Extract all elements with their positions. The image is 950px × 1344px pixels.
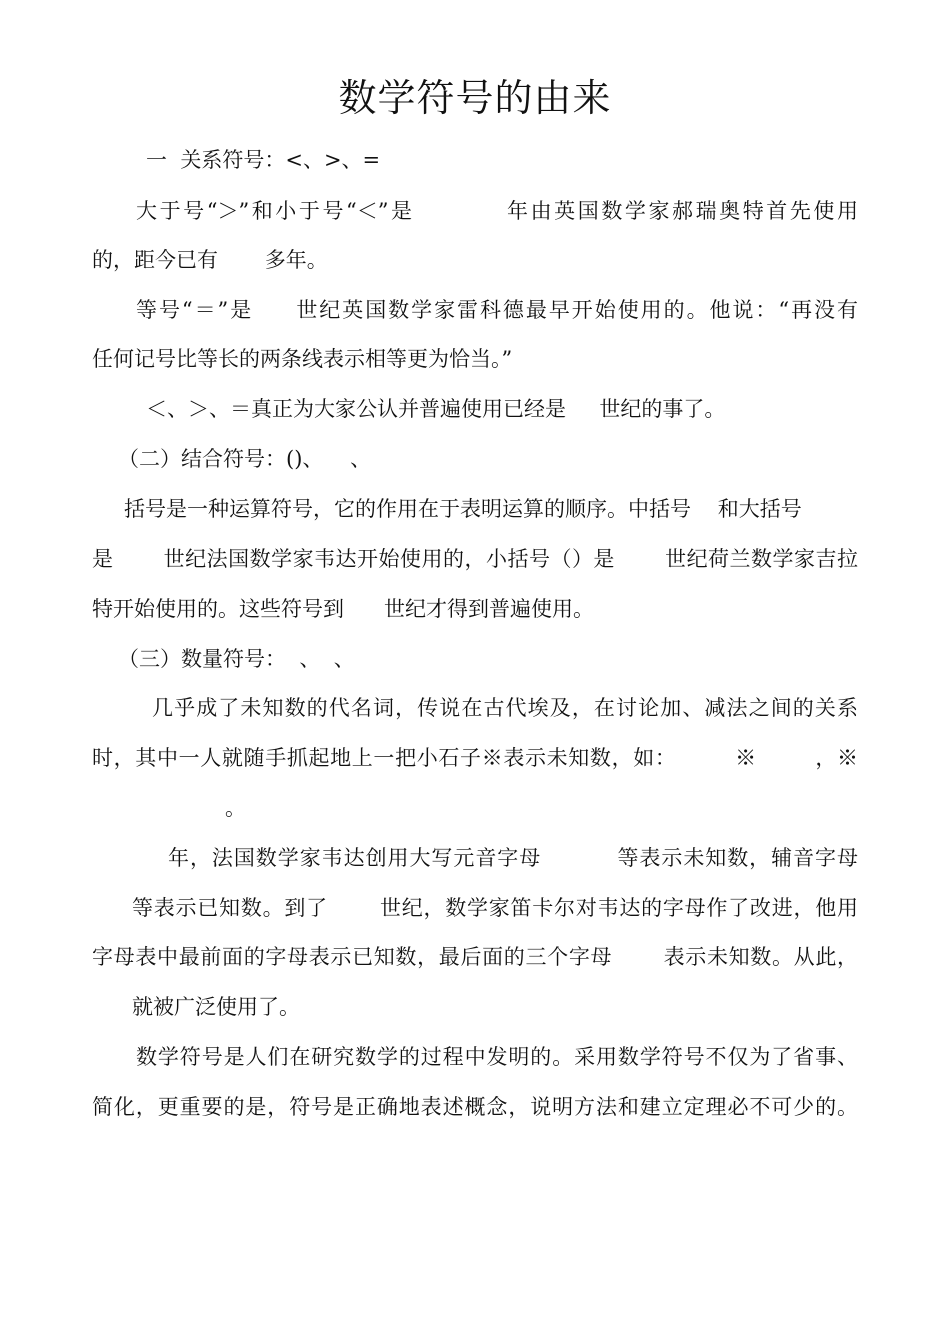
section-heading-grouping-symbols: （二）结合符号：()、 、: [118, 447, 372, 471]
paragraph-line: 的，距今已有 多年。: [92, 248, 328, 272]
paragraph-line: 字母表中最前面的字母表示已知数，最后面的三个字母 表示未知数。从此，: [92, 945, 858, 969]
section-heading-relation-symbols: 一 关系符号：<、>、=: [146, 148, 381, 172]
paragraph-line: 等号“＝”是 世纪英国数学家雷科德最早开始使用的。他说：“再没有: [136, 298, 858, 322]
paragraph-line: 任何记号比等长的两条线表示相等更为恰当。”: [92, 347, 513, 371]
paragraph-line: 就被广泛使用了。: [132, 995, 300, 1019]
paragraph-line: 时，其中一人就随手抓起地上一把小石子※表示未知数，如： ※ ，※: [92, 746, 858, 770]
paragraph-line: 等表示已知数。到了 世纪，数学家笛卡尔对韦达的字母作了改进，他用: [132, 896, 858, 920]
paragraph-line: 括号是一种运算符号，它的作用在于表明运算的顺序。中括号 和大括号: [124, 497, 802, 521]
paragraph-line: 几乎成了未知数的代名词，传说在古代埃及，在讨论加、减法之间的关系: [152, 696, 858, 720]
document-title: 数学符号的由来: [338, 76, 612, 120]
paragraph-line: 特开始使用的。这些符号到 世纪才得到普遍使用。: [92, 597, 595, 621]
paragraph-line: 是 世纪法国数学家韦达开始使用的，小括号（）是 世纪荷兰数学家吉拉: [92, 547, 858, 571]
paragraph-line: ＜、＞、＝真正为大家公认并普遍使用已经是 世纪的事了。: [146, 397, 726, 421]
paragraph-line: 数学符号是人们在研究数学的过程中发明的。采用数学符号不仅为了省事、: [136, 1045, 858, 1069]
paragraph-line: 年，法国数学家韦达创用大写元音字母 等表示未知数，辅音字母: [168, 846, 858, 870]
paragraph-line: 大于号“＞”和小于号“＜”是 年由英国数学家郝瑞奥特首先使用: [136, 199, 858, 223]
section-heading-quantity-symbols: （三）数量符号： 、 、: [118, 647, 355, 671]
paragraph-line: 。: [225, 796, 246, 820]
paragraph-line: 简化，更重要的是，符号是正确地表述概念，说明方法和建立定理必不可少的。: [92, 1095, 858, 1119]
